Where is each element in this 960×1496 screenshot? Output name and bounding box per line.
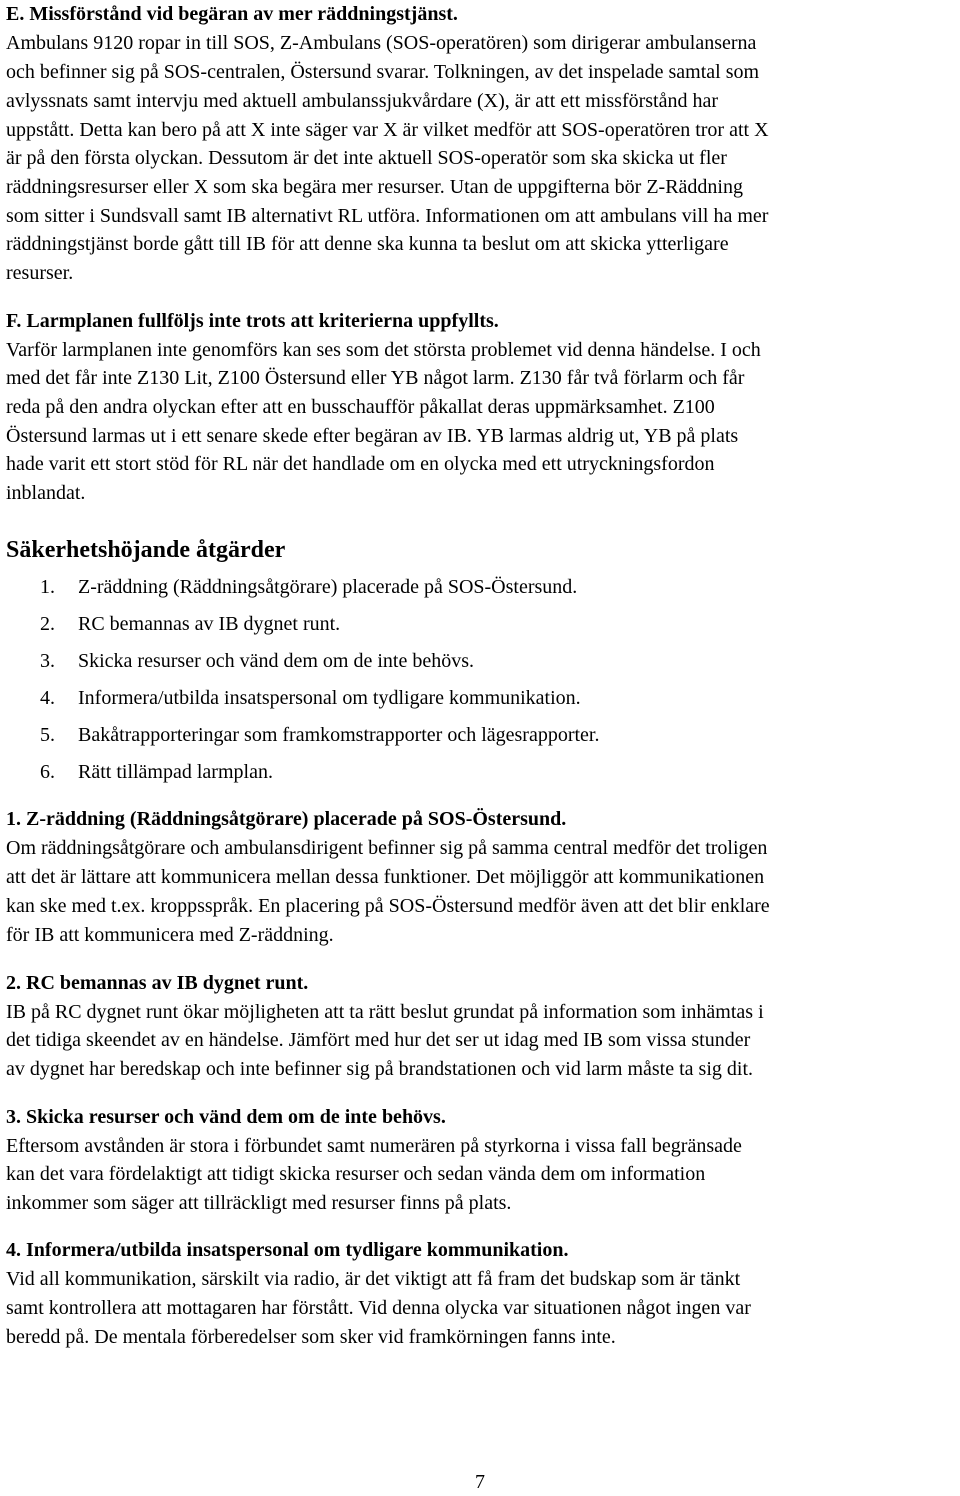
measure-3-line: Eftersom avstånden är stora i förbundet samt numerären på styrkorna i vissa fall begränsade: [6, 1135, 742, 1157]
measure-1-heading: 1. Z-räddning (Räddningsåtgörare) placerade på SOS-Östersund.: [6, 808, 567, 830]
section-e-line: avlyssnats samt intervju med aktuell ambulanssjukvårdare (X), är att ett missförstånd har: [6, 90, 719, 112]
measure-3-line: kan det vara fördelaktigt att tidigt skicka resurser och sedan vända dem om information: [6, 1163, 706, 1185]
measure-number: 5.: [40, 724, 55, 746]
section-e-line: uppstått. Detta kan bero på att X inte säger var X är vilket medför att SOS-operatören tror att X: [6, 119, 769, 141]
section-e-line: Ambulans 9120 ropar in till SOS, Z-Ambulans (SOS-operatören) som dirigerar ambulanserna: [6, 32, 757, 54]
measure-list-item: [40, 575, 577, 599]
measure-text: Bakåtrapporteringar som framkomstrapporter och lägesrapporter.: [78, 724, 600, 746]
section-e-line: räddningsresurser eller X som ska begära mer resurser. Utan de uppgifterna bör Z-Räddning: [6, 176, 743, 198]
section-f-line: reda på den andra olyckan efter att en busschaufför påkallat deras uppmärksamhet. Z100: [6, 396, 715, 418]
section-e-line: som sitter i Sundsvall samt IB alternativt RL utföra. Informationen om att ambulans vill ha mer: [6, 205, 769, 227]
section-f-line: inblandat.: [6, 482, 86, 504]
measure-4-line: beredd på. De mentala förberedelser som sker vid framkörningen fanns inte.: [6, 1326, 616, 1348]
measure-text: RC bemannas av IB dygnet runt.: [78, 613, 341, 635]
section-e-line: och befinner sig på SOS-centralen, Östersund svarar. Tolkningen, av det inspelade samtal som: [6, 61, 760, 83]
measure-text: Z-räddning (Räddningsåtgörare) placerade på SOS-Östersund.: [78, 576, 578, 598]
measure-1-line: Om räddningsåtgörare och ambulansdirigent befinner sig på samma central medför det troligen: [6, 837, 768, 859]
measure-list-item: [40, 723, 599, 747]
measure-number: 3.: [40, 650, 55, 672]
measure-number: 2.: [40, 613, 55, 635]
measure-2-line: det tidiga skeendet av en händelse. Jämfört med hur det ser ut idag med IB som vissa stunder: [6, 1029, 751, 1051]
section-e-line: är på den första olyckan. Dessutom är det inte aktuell SOS-operatör som ska skicka ut fler: [6, 147, 727, 169]
measure-1-line: för IB att kommunicera med Z-räddning.: [6, 924, 334, 946]
measure-3-heading: 3. Skicka resurser och vänd dem om de inte behövs.: [6, 1106, 446, 1128]
section-f-line: hade varit ett stort stöd för RL när det handlade om en olycka med ett utryckningsfordon: [6, 453, 715, 475]
measure-list-item: [40, 649, 474, 673]
measure-2-line: av dygnet har beredskap och inte befinner sig på brandstationen och vid larm måste ta sig dit.: [6, 1058, 754, 1080]
section-f-heading: F. Larmplanen fullföljs inte trots att kriterierna uppfyllts.: [6, 310, 499, 332]
measure-1-line: att det är lättare att kommunicera mellan dessa funktioner. Det möjliggör att kommunikationen: [6, 866, 765, 888]
measure-2-heading: 2. RC bemannas av IB dygnet runt.: [6, 972, 309, 994]
measures-title: Säkerhetshöjande åtgärder: [6, 537, 286, 563]
measure-2-line: IB på RC dygnet runt ökar möjligheten att ta rätt beslut grundat på information som inhämtas i: [6, 1001, 764, 1023]
measure-text: Rätt tillämpad larmplan.: [78, 761, 273, 783]
measure-3-line: inkommer som säger att tillräckligt med resurser finns på plats.: [6, 1192, 512, 1214]
measure-4-line: samt kontrollera att mottagaren har förstått. Vid denna olycka var situationen något ingen var: [6, 1297, 751, 1319]
section-e-heading: E. Missförstånd vid begäran av mer räddningstjänst.: [6, 3, 458, 25]
measure-4-line: Vid all kommunikation, särskilt via radio, är det viktigt att få fram det budskap som är tänkt: [6, 1268, 741, 1290]
measure-list-item: [40, 612, 340, 636]
measure-list-item: [40, 686, 581, 710]
measure-4-heading: 4. Informera/utbilda insatspersonal om tydligare kommunikation.: [6, 1239, 569, 1261]
page-number: 7: [475, 1471, 485, 1493]
measure-text: Informera/utbilda insatspersonal om tydligare kommunikation.: [78, 687, 581, 709]
measure-1-line: kan ske med t.ex. kroppsspråk. En placering på SOS-Östersund medför även att det blir enklare: [6, 895, 770, 917]
section-e-line: räddningstjänst borde gått till IB för att denne ska kunna ta beslut om att skicka ytterligare: [6, 233, 729, 255]
measure-number: 4.: [40, 687, 55, 709]
measure-text: Skicka resurser och vänd dem om de inte behövs.: [78, 650, 475, 672]
measure-number: 1.: [40, 576, 55, 598]
section-f-line: med det får inte Z130 Lit, Z100 Östersund eller YB något larm. Z130 får två förlarm och får: [6, 367, 745, 389]
measure-list-item: [40, 760, 273, 784]
section-e-line: resurser.: [6, 262, 74, 284]
section-f-line: Varför larmplanen inte genomförs kan ses som det största problemet vid denna händelse. I och: [6, 339, 761, 361]
section-f-line: Östersund larmas ut i ett senare skede efter begäran av IB. YB larmas aldrig ut, YB på plats: [6, 425, 739, 447]
measure-number: 6.: [40, 761, 55, 783]
